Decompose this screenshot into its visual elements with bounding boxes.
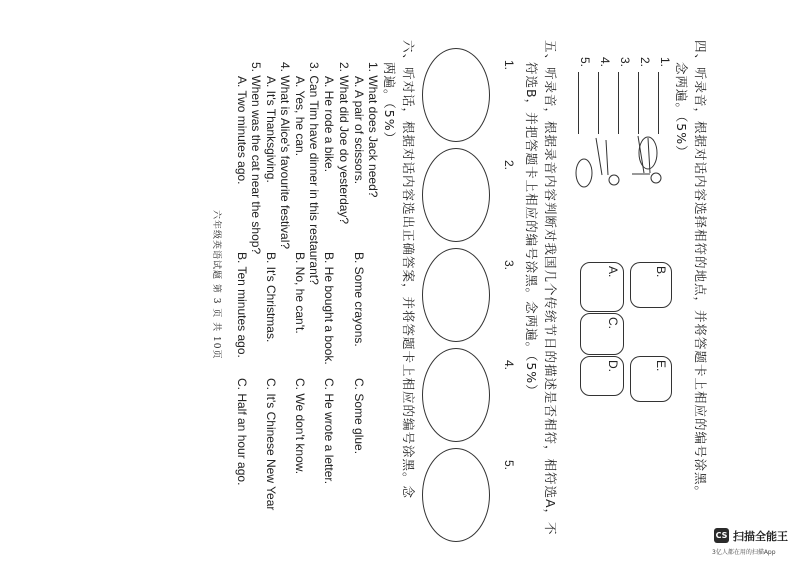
page-footer: 六年级英语试题 第 3 页 共 10页 <box>211 210 221 360</box>
s6-q5-a: A. Two minutes ago. <box>235 76 249 185</box>
camscanner-tagline: 3亿人都在用的扫描App <box>712 549 776 556</box>
s6-q3: 3. Can Tim have dinner in this restaurant? <box>307 62 321 285</box>
place-label-c: C. <box>606 317 620 329</box>
s6-q4-c: C. It's Chinese New Year <box>264 378 278 511</box>
festival-picture-3 <box>422 248 490 342</box>
section4-title-cont: 念两遍。（5%） <box>674 62 689 159</box>
s4-blank-3-num: 3. <box>618 57 632 68</box>
s6-q3-a: A. Yes, he can. <box>293 76 307 157</box>
s4-blank-5-num: 5. <box>578 57 592 68</box>
s6-q2-c: C. He wrote a letter. <box>322 378 336 485</box>
place-picture-a <box>580 262 624 312</box>
s6-q5-c: C. Half an hour ago. <box>235 378 249 486</box>
camscanner-name: 扫描全能王 <box>733 530 788 543</box>
s5-num-5: 5. <box>502 460 516 471</box>
s4-blank-3-line <box>618 72 619 134</box>
section5-title: 五、听录音，根据录音内容判断对我国几个传统节日的描述是否相符，相符选A，不 <box>543 40 558 536</box>
section5-title-cont: 符选B，并把答题卡上相应的编号涂黑。念两遍。（5%） <box>524 62 539 398</box>
s6-q2-b: B. He bought a book. <box>322 252 336 365</box>
section6-title-cont: 两遍。（5%） <box>382 62 397 146</box>
rotated-content <box>18 0 718 561</box>
s6-q4-a: A. It's Thanksgiving. <box>264 76 278 183</box>
s4-blank-1-line <box>658 72 659 134</box>
s4-blank-5-line <box>578 72 579 134</box>
place-label-a: A. <box>606 266 620 278</box>
s6-q4: 4. What is Alice's favourite festival? <box>278 62 292 250</box>
place-label-e: E. <box>654 360 668 372</box>
s6-q3-b: B. No, he can't. <box>293 252 307 334</box>
s6-q2: 2. What did Joe do yesterday? <box>337 62 351 225</box>
place-picture-e <box>630 356 672 402</box>
festival-picture-2 <box>422 148 490 242</box>
camscanner-logo: CS <box>714 528 729 543</box>
s5-num-4: 4. <box>502 360 516 371</box>
s4-blank-4-num: 4. <box>598 57 612 68</box>
s6-q4-b: B. It's Christmas. <box>264 252 278 343</box>
s4-blank-1-num: 1. <box>658 57 672 68</box>
s6-q5-b: B. Ten minutes ago. <box>235 252 249 358</box>
section4-title: 四、听录音，根据对话内容选择相符的地点，并将答题卡上相应的编号涂黑。 <box>693 40 708 500</box>
s5-num-2: 2. <box>502 160 516 171</box>
section6-title: 六、听对话，根据对话内容选出正确答案，并将答题卡上相应的编号涂黑。念 <box>401 40 416 500</box>
s6-q2-a: A. He rode a bike. <box>322 76 336 173</box>
place-picture-d <box>580 356 624 396</box>
festival-picture-5 <box>422 448 490 542</box>
s6-q3-c: C. We don't know. <box>293 378 307 475</box>
s5-num-3: 3. <box>502 260 516 271</box>
place-label-b: B. <box>654 266 668 278</box>
s6-q1-a: A. A pair of scissors. <box>352 76 366 185</box>
place-picture-c <box>580 313 624 355</box>
s6-q1: 1. What does Jack need? <box>366 62 380 198</box>
festival-picture-1 <box>422 48 490 142</box>
s4-blank-2-num: 2. <box>638 57 652 68</box>
festival-picture-4 <box>422 348 490 442</box>
s5-num-1: 1. <box>502 60 516 71</box>
place-picture-b <box>630 262 672 308</box>
s6-q1-b: B. Some crayons. <box>352 252 366 347</box>
s6-q1-c: C. Some glue. <box>352 378 366 455</box>
place-label-d: D. <box>606 360 620 372</box>
talking-people-illustration <box>562 128 672 208</box>
s4-blank-2-line <box>638 72 639 134</box>
s6-q5: 5. When was the cat near the shop? <box>249 62 263 255</box>
s4-blank-4-line <box>598 72 599 134</box>
